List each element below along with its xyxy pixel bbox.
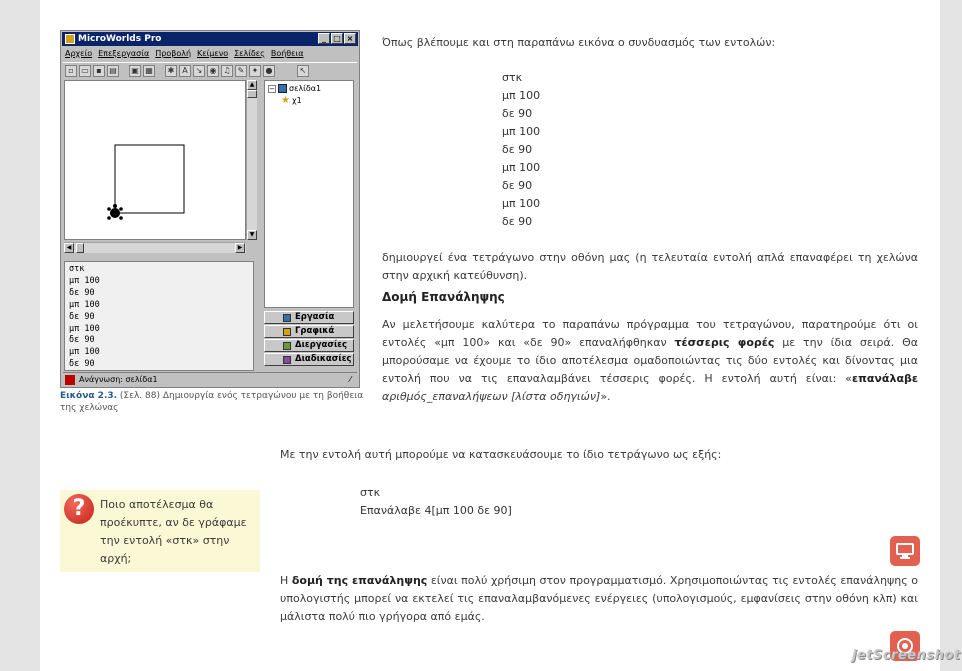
- close-icon[interactable]: ×: [344, 33, 356, 44]
- text-span: Η: [280, 574, 292, 587]
- bold-span: τέσσερις φορές: [674, 336, 775, 349]
- tree-edge: [354, 80, 358, 308]
- scroll-up-icon[interactable]: ▲: [247, 80, 257, 90]
- section-heading: Δομή Επανάληψης: [382, 290, 505, 304]
- menu-edit[interactable]: Επεξεργασία: [98, 49, 150, 58]
- cut-icon[interactable]: ▣: [129, 65, 141, 77]
- text-span: είναι πολύ χρήσιμη στον προγραμματισμό. Χρησιμοποιώντας τις εντολές επανάληψης ο υπολογιστής μπορεί να εκτελεί τις επαναλαμβανόμενες ενέργειες (υπολογισμούς, εμφανίσεις στην οθόνη κλπ) και μάλιστα πολύ πιο γρήγορα από εμάς.: [280, 574, 918, 623]
- new-icon[interactable]: ▫: [65, 65, 77, 77]
- drawn-square: [115, 145, 184, 213]
- text-tool-icon[interactable]: A: [179, 65, 191, 77]
- code-block-2: [360, 484, 512, 520]
- turtle-star-icon: ★: [281, 95, 290, 106]
- turtle-icon[interactable]: [107, 204, 123, 220]
- paragraph-construct: Με την εντολή αυτή μπορούμε να κατασκευάσουμε το ίδιο τετράγωνο ως εξής:: [280, 448, 722, 461]
- tab-graphics[interactable]: [264, 325, 354, 338]
- window-titlebar: [62, 32, 358, 46]
- square-drawing: [65, 81, 246, 240]
- procedure-icon: [283, 356, 291, 364]
- microworlds-window: [60, 30, 360, 388]
- scroll-right-icon[interactable]: ▶: [235, 243, 245, 253]
- tab-label: Διαδικασίες: [295, 354, 352, 364]
- scroll-thumb[interactable]: [247, 90, 257, 98]
- code-line: μπ 100: [502, 161, 541, 174]
- bold-span: δομή της επανάληψης: [291, 574, 428, 587]
- paragraph-structure: [280, 572, 918, 626]
- open-icon[interactable]: ▭: [79, 65, 91, 77]
- project-icon: [283, 314, 291, 322]
- command-keyword: επανάλαβε: [852, 372, 918, 385]
- brush-tab-icon: [283, 328, 291, 336]
- text-span: ».: [600, 390, 611, 403]
- tab-label: Γραφικά: [295, 326, 335, 336]
- command-line: μπ 100: [69, 275, 100, 286]
- intro-paragraph: Όπως βλέπουμε και στη παραπάνω εικόνα ο συνδυασμός των εντολών:: [382, 36, 776, 49]
- menu-help[interactable]: Βοήθεια: [270, 49, 304, 58]
- tree-item-page1[interactable]: σελίδα1: [289, 84, 322, 93]
- command-line: δε 90: [69, 287, 95, 298]
- turtle-tool-icon[interactable]: ✱: [165, 65, 177, 77]
- window-title: MicroWorlds Pro: [78, 34, 162, 44]
- text-span: Αν μελετήσουμε καλύτερα το παραπάνω πρόγραμμα του τετραγώνου, παρατηρούμε ότι οι εντολές «μπ 100» και «δε 90» επαναλήφθηκαν: [382, 318, 918, 349]
- copy-icon[interactable]: ▦: [143, 65, 155, 77]
- status-bar: [63, 372, 357, 386]
- question-box: [60, 490, 260, 572]
- menu-view[interactable]: Προβολή: [155, 49, 192, 58]
- code-line: στκ: [502, 71, 523, 84]
- code-line: μπ 100: [502, 197, 541, 210]
- brush-icon[interactable]: ✎: [235, 65, 247, 77]
- tab-label: Διεργασίες: [295, 340, 348, 350]
- resize-grip-icon[interactable]: ⁄: [349, 375, 351, 384]
- canvas-horizontal-scrollbar[interactable]: [64, 242, 246, 253]
- maximize-icon[interactable]: □: [331, 33, 343, 44]
- tab-procedures[interactable]: [264, 353, 354, 366]
- status-text: Ανάγνωση: σελίδα1: [79, 375, 158, 384]
- command-line: μπ 100: [69, 299, 100, 310]
- scroll-left-icon[interactable]: ◀: [64, 243, 74, 253]
- scroll-down-icon[interactable]: ▼: [247, 230, 257, 240]
- eye-icon[interactable]: ◉: [207, 65, 219, 77]
- command-line: δε 90: [69, 359, 95, 370]
- code-line: Επανάλαβε 4[μπ 100 δε 90]: [360, 504, 512, 517]
- watermark: jetScreenshot: [852, 648, 961, 663]
- tab-processes[interactable]: [264, 339, 354, 352]
- turtle-canvas[interactable]: [64, 80, 246, 240]
- menu-text[interactable]: Κείμενο: [197, 49, 229, 58]
- hscroll-thumb[interactable]: [76, 243, 84, 253]
- tab-label: Εργασία: [295, 312, 335, 322]
- caption-text: (Σελ. 88) Δημιουργία ενός τετραγώνου με τη βοήθεια της χελώνας: [60, 391, 364, 413]
- collapse-icon[interactable]: −: [269, 84, 275, 93]
- command-center[interactable]: [64, 261, 254, 371]
- paragraph-result: δημιουργεί ένα τετράγωνο στην οθόνη μας (η τελευταία εντολή απλά επαναφέρει τη χελώνα στην αρχική κατεύθυνση).: [382, 251, 918, 282]
- music-icon[interactable]: ♫: [221, 65, 233, 77]
- command-line: δε 90: [69, 311, 95, 322]
- menu-file[interactable]: Αρχείο: [65, 49, 93, 58]
- code-line: δε 90: [502, 143, 533, 156]
- question-icon: ?: [64, 494, 94, 524]
- code-line: μπ 100: [502, 125, 541, 138]
- command-syntax: αριθμός_επαναλήψεων [λίστα οδηγιών]: [382, 390, 601, 403]
- globe-icon[interactable]: ●: [263, 65, 275, 77]
- code-line: μπ 100: [502, 89, 541, 102]
- command-line: μπ 100: [69, 347, 100, 358]
- app-icon: [65, 34, 75, 44]
- canvas-vertical-scrollbar[interactable]: [246, 80, 257, 240]
- minimize-icon[interactable]: _: [318, 33, 330, 44]
- figure-caption: [60, 390, 365, 414]
- code-line: δε 90: [502, 179, 533, 192]
- toolbar: [63, 62, 357, 78]
- tree-item-turtle[interactable]: χ1: [291, 96, 302, 105]
- tab-project[interactable]: [264, 311, 354, 324]
- command-line: μπ 100: [69, 323, 100, 334]
- print-icon[interactable]: ▤: [107, 65, 119, 77]
- command-line: δε 90: [69, 335, 95, 346]
- project-tree: [264, 80, 354, 308]
- code-block-1: [502, 69, 540, 231]
- text-span: με την ίδια σειρά. Θα μπορούσαμε να έχουμε το ίδιο αποτέλεσμα ομαδοποιώντας τις δύο εντολές και δίνοντας μια εντολή που να τις επαναλαμβάνει τέσσερις φορές. Η εντολή αυτή είναι: «: [382, 336, 918, 385]
- code-line: στκ: [360, 486, 381, 499]
- code-line: δε 90: [502, 107, 533, 120]
- wand-icon[interactable]: ✦: [249, 65, 261, 77]
- command-line: στκ: [69, 264, 85, 274]
- status-icon: [65, 375, 75, 385]
- menu-bar: [63, 47, 303, 60]
- menu-pages[interactable]: Σελίδες: [234, 49, 265, 58]
- code-line: δε 90: [502, 215, 533, 228]
- pointer-icon[interactable]: ↖: [297, 65, 309, 77]
- page-icon: [278, 84, 287, 93]
- draw-tool-icon[interactable]: ↘: [193, 65, 205, 77]
- tab-panel: [264, 311, 354, 367]
- question-text: Ποιο αποτέλεσμα θα προέκυπτε, αν δε γράφαμε την εντολή «στκ» στην αρχή;: [100, 498, 247, 565]
- process-icon: [283, 342, 291, 350]
- screen-icon[interactable]: [890, 536, 920, 566]
- caption-label: Εικόνα 2.3.: [60, 391, 118, 401]
- paragraph-repetition: [382, 316, 918, 406]
- save-icon[interactable]: ▪: [93, 65, 105, 77]
